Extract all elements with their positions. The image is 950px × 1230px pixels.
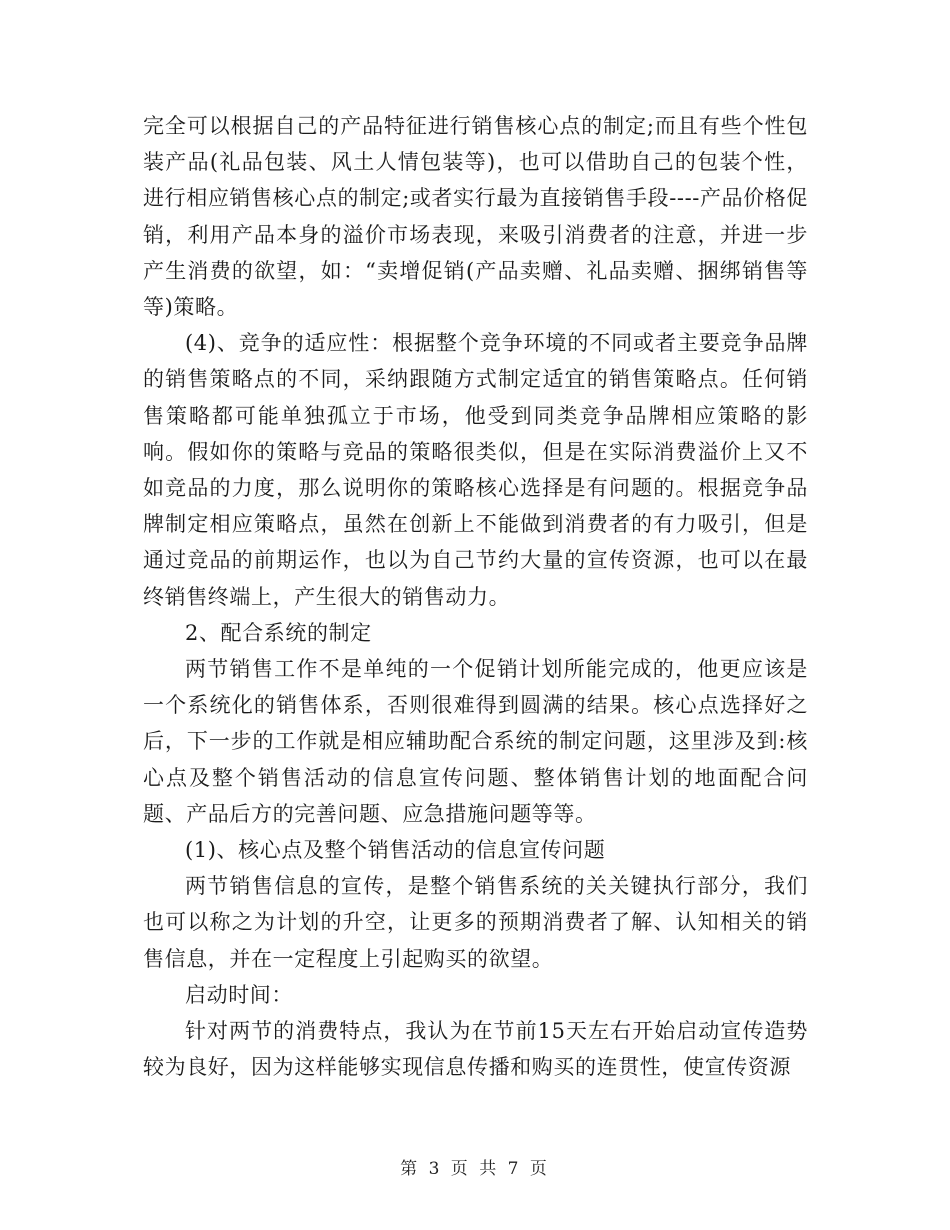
paragraph: (4)、竞争的适应性：根据整个竞争环境的不同或者主要竞争品牌的销售策略点的不同，采纳跟随方式制定适宜的销售策略点。任何销售策略都可能单独孤立于市场，他受到同类竞争品牌相应策略的影响。假如你的策略与竞品的策略很类似，但是在实际消费溢价上又不如竞品的力度，那么说明你的策略核心选择是有问题的。根据竞争品牌制定相应策略点，虽然在创新上不能做到消费者的有力吸引，但是通过竞品的前期运作，也以为自己节约大量的宣传资源，也可以在最终销售终端上，产生很大的销售动力。 xyxy=(143,331,808,609)
paragraph: 两节销售信息的宣传，是整个销售系统的关关键执行部分，我们也可以称之为计划的升空，让更多的预期消费者了解、认知相关的销售信息，并在一定程度上引起购买的欲望。 xyxy=(143,874,808,971)
paragraph: 两节销售工作不是单纯的一个促销计划所能完成的，他更应该是一个系统化的销售体系，否则很难得到圆满的结果。核心点选择好之后，下一步的工作就是相应辅助配合系统的制定问题，这里涉及到:核心点及整个销售活动的信息宣传问题、整体销售计划的地面配合问题、产品后方的完善问题、应急措施问题等等。 xyxy=(143,657,808,826)
document-body xyxy=(143,108,808,1085)
section-heading: 2、配合系统的制定 xyxy=(185,620,372,645)
subsection-heading: (1)、核心点及整个销售活动的信息宣传问题 xyxy=(185,838,606,863)
paragraph: 完全可以根据自己的产品特征进行销售核心点的制定;而且有些个性包装产品(礼品包装、风土人情包装等)，也可以借助自己的包装个性，进行相应销售核心点的制定;或者实行最为直接销售手段----产品价格促销，利用产品本身的溢价市场表现，来吸引消费者的注意，并进一步产生消费的欲望，如：“卖增促销(产品卖赠、礼品卖赠、捆绑销售等等)策略。 xyxy=(143,114,808,320)
paragraph-label: 启动时间： xyxy=(185,982,293,1007)
page-number-footer: 第 3 页 共 7 页 xyxy=(400,1159,550,1179)
paragraph: 针对两节的消费特点，我认为在节前15天左右开始启动宣传造势较为良好，因为这样能够实现信息传播和购买的连贯性，使宣传资源 xyxy=(143,1019,808,1080)
